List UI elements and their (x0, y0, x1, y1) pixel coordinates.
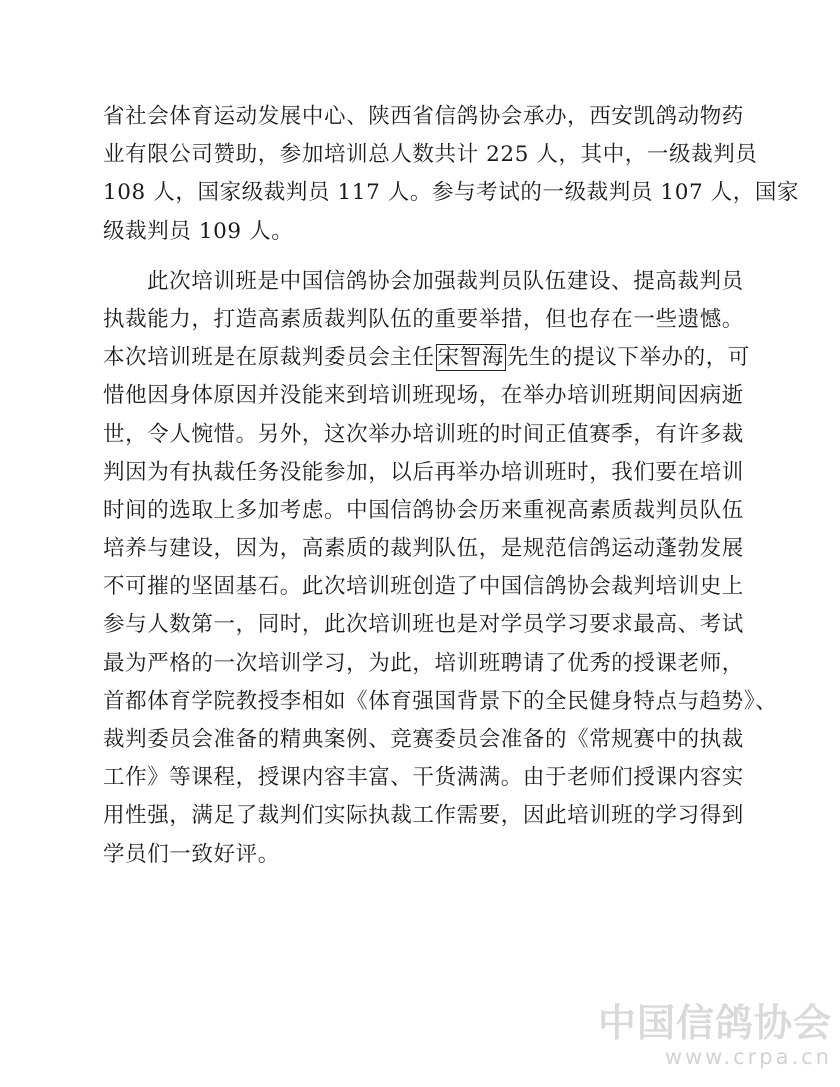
paragraph-spacer (103, 251, 743, 263)
text-line: 执裁能力，打造高素质裁判队伍的重要举措，但也存在一些遗憾。 (103, 306, 744, 332)
text-segment: 先生的提议下举办的，可 (506, 345, 750, 371)
text-line: 工作》等课程，授课内容丰富、干货满满。由于老师们授课内容实 (103, 765, 744, 791)
text-line: 用性强，满足了裁判们实际执裁工作需要，因此培训班的学习得到 (103, 803, 744, 829)
paragraph-1 (103, 98, 800, 251)
text-line: 业有限公司赞助，参加培训总人数共计 225 人，其中，一级裁判员 (103, 142, 758, 168)
text-line: 培养与建设，因为，高素质的裁判队伍，是规范信鸽运动蓬勃发展 (103, 536, 744, 562)
article-body (103, 98, 800, 874)
text-line: 108 人，国家级裁判员 117 人。参与考试的一级裁判员 107 人，国家 (103, 180, 800, 206)
watermark-url: www.crpa.cn (664, 1045, 832, 1069)
paragraph-2 (103, 263, 778, 874)
text-line: 惜他因身体原因并没能来到培训班现场，在举办培训班期间因病逝 (103, 383, 744, 409)
text-line: 不可摧的坚固基石。此次培训班创造了中国信鸽协会裁判培训史上 (103, 574, 744, 600)
text-line: 首都体育学院教授李相如《体育强国背景下的全民健身特点与趋势》、 (103, 688, 778, 714)
text-line: 参与人数第一，同时，此次培训班也是对学员学习要求最高、考试 (103, 612, 744, 638)
text-line: 裁判委员会准备的精典案例、竞赛委员会准备的《常规赛中的执裁 (103, 727, 744, 752)
text-line: 世，令人惋惜。另外，这次举办培训班的时间正值赛季，有许多裁 (103, 421, 744, 447)
watermark-title: 中国信鸽协会 (597, 1001, 832, 1045)
text-line-with-name (103, 339, 750, 377)
text-line: 判因为有执裁任务没能参加，以后再举办培训班时，我们要在培训 (103, 459, 744, 485)
watermark (598, 1001, 832, 1069)
boxed-name: 宋智海 (437, 345, 504, 371)
text-line-indented: 此次培训班是中国信鸽协会加强裁判员队伍建设、提高裁判员 (147, 268, 744, 294)
text-segment: 本次培训班是在原裁判委员会主任 (103, 345, 435, 371)
text-line: 时间的选取上多加考虑。中国信鸽协会历来重视高素质裁判员队伍 (103, 497, 744, 523)
text-line: 省社会体育运动发展中心、陕西省信鸽协会承办，西安凯鸽动物药 (103, 104, 744, 129)
text-line: 级裁判员 109 人。 (103, 218, 294, 244)
text-line: 最为严格的一次培训学习，为此，培训班聘请了优秀的授课老师， (103, 650, 744, 676)
text-line: 学员们一致好评。 (103, 841, 280, 867)
